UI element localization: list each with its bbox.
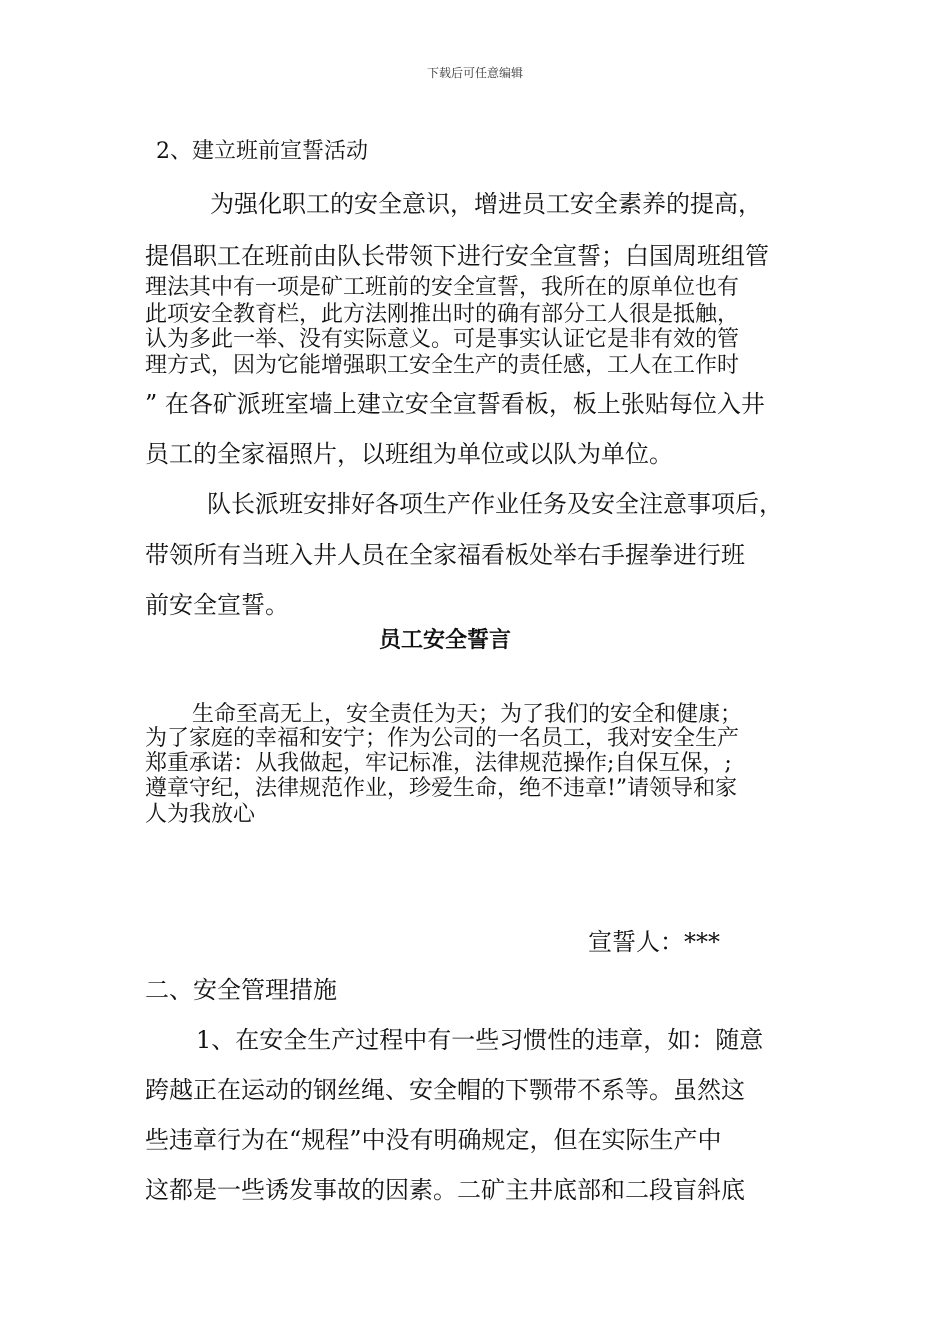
paragraph-line: 员工的全家福照片，以班组为单位或以队为单位。 — [145, 440, 673, 468]
page-header-note: 下载后可任意编辑 — [426, 66, 523, 80]
paragraph-line: 队长派班安排好各项生产作业任务及安全注意事项后， — [207, 490, 783, 518]
section-heading: 2、建立班前宣誓活动 — [156, 139, 368, 164]
oath-title: 员工安全誓言 — [378, 627, 511, 653]
paragraph-line: ” 在各矿派班室墙上建立安全宣誓看板，板上张贴每位入井 — [145, 390, 765, 418]
paragraph-line: 提倡职工在班前由队长带领下进行安全宣誓；白国周班组管 — [145, 242, 769, 270]
paragraph-line: 理法其中有一项是矿工班前的安全宣誓，我所在的原单位也有 — [145, 275, 740, 300]
paragraph-line: 些违章行为在“规程”中没有明确规定，但在实际生产中 — [145, 1126, 722, 1154]
paragraph-line: 带领所有当班入井人员在全家福看板处举右手握拳进行班 — [145, 541, 745, 569]
paragraph-line: 前安全宣誓。 — [145, 591, 289, 619]
paragraph-line: 为强化职工的安全意识，增进员工安全素养的提高， — [210, 190, 762, 218]
oath-line: 人为我放心 — [145, 802, 256, 827]
oath-signature: 宣誓人：*** — [588, 928, 720, 956]
paragraph-line: 理方式，因为它能增强职工安全生产的责任感，工人在工作时 — [145, 353, 740, 378]
oath-line: 郑重承诺：从我做起，牢记标准，法律规范操作;自保互保，; — [145, 751, 732, 776]
oath-line: 遵章守纪，法律规范作业，珍爱生命，绝不违章!”请领导和家 — [145, 776, 738, 801]
oath-line: 生命至高无上，安全责任为天；为了我们的安全和健康； — [192, 702, 743, 727]
oath-line: 为了家庭的幸福和安宁；作为公司的一名员工，我对安全生产 — [145, 726, 740, 751]
paragraph-line: 此项安全教育栏，此方法刚推出时的确有部分工人很是抵触， — [145, 302, 740, 327]
paragraph-line: 1、在安全生产过程中有一些习惯性的违章，如：随意 — [196, 1026, 764, 1054]
paragraph-line: 跨越正在运动的钢丝绳、安全帽的下颚带不系等。虽然这 — [145, 1076, 745, 1104]
paragraph-line: 这都是一些诱发事故的因素。二矿主井底部和二段盲斜底 — [145, 1176, 745, 1204]
section-heading: 二、安全管理措施 — [145, 976, 337, 1004]
paragraph-line: 认为多此一举、没有实际意义。可是事实认证它是非有效的管 — [145, 327, 740, 352]
